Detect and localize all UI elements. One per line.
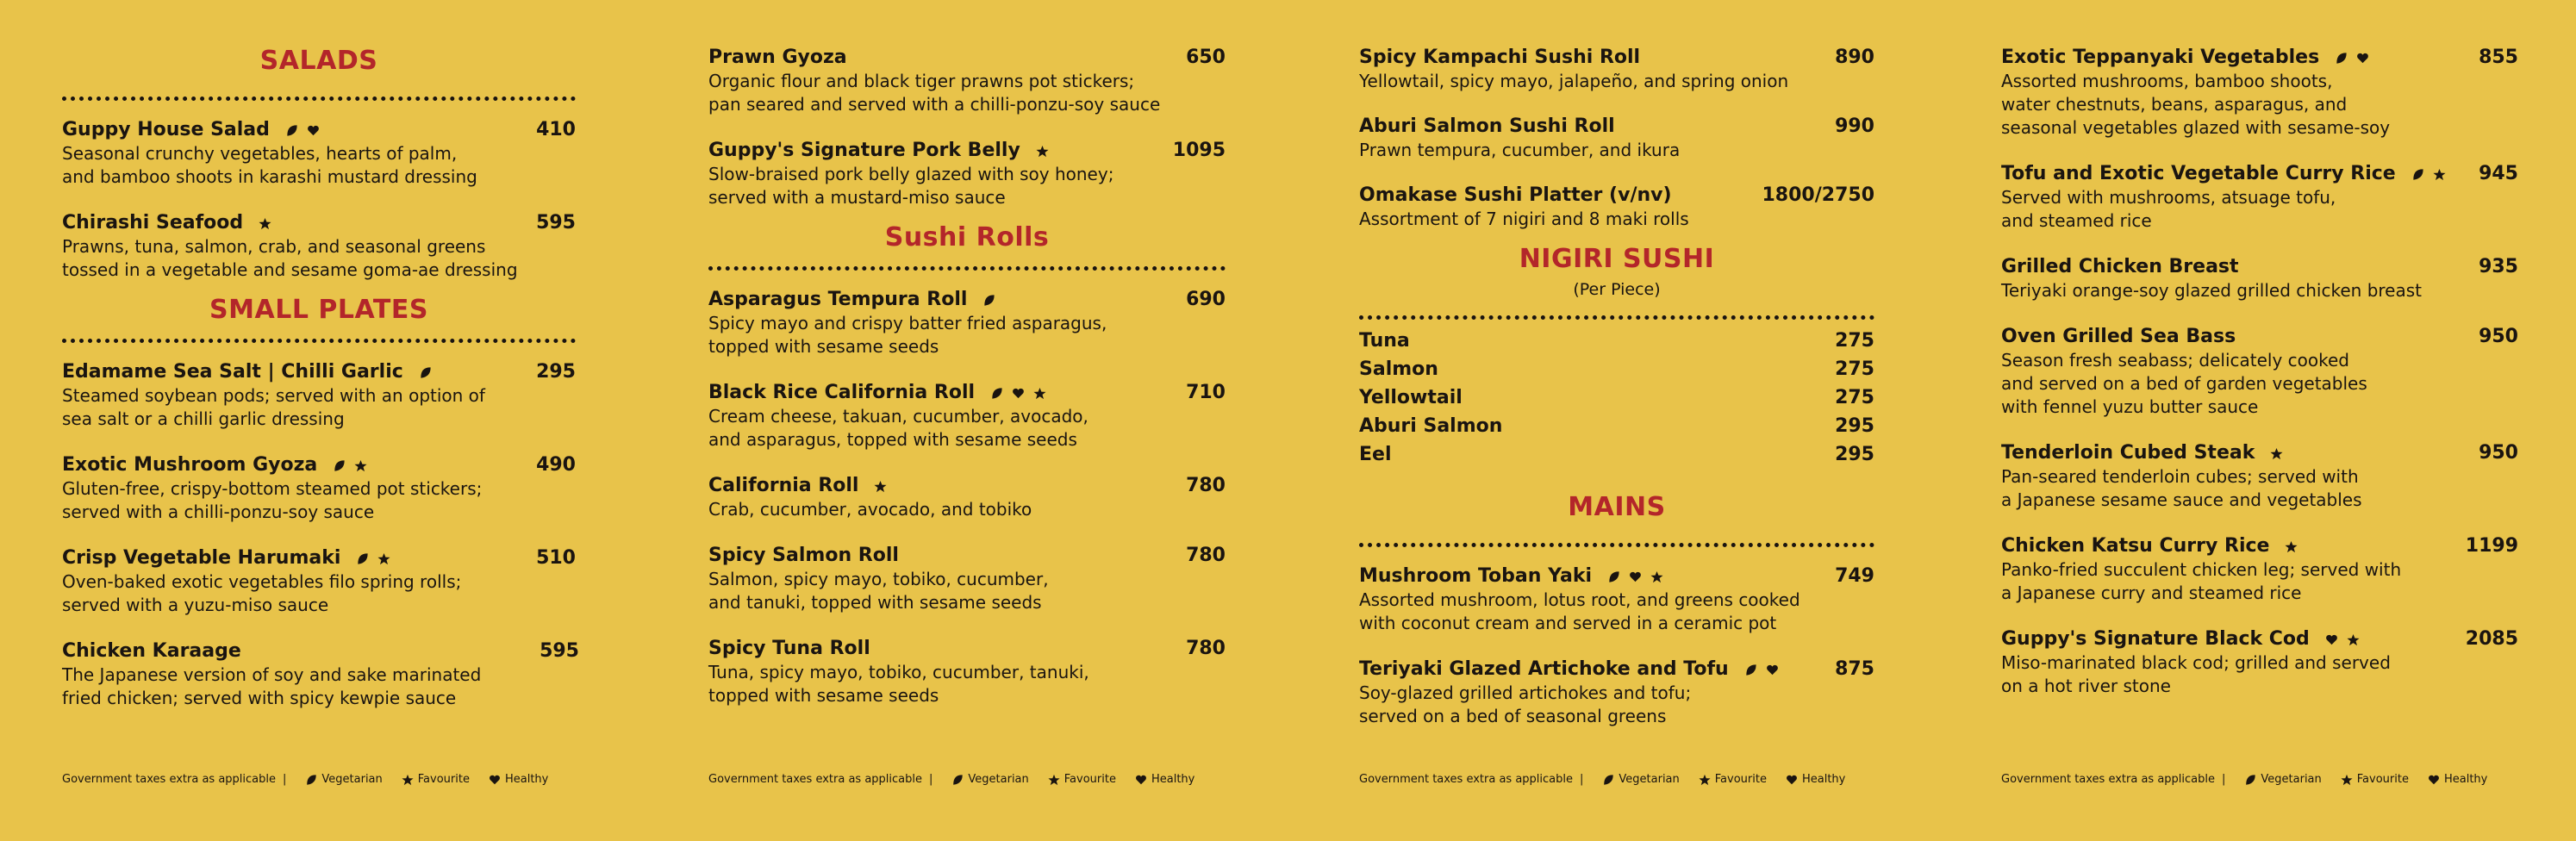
item-name: Yellowtail — [1359, 387, 1463, 408]
dotted-divider — [708, 266, 1226, 271]
vegetarian-icon — [1602, 774, 1614, 786]
favourite-icon — [2270, 447, 2283, 460]
vegetarian-icon — [2335, 52, 2348, 65]
item-description: Prawn tempura, cucumber, and ikura — [1359, 140, 1681, 160]
item-description: Season fresh seabass; delicately cooked and served on a bed of garden vegetables with fennel yuzu butter sauce — [2001, 350, 2367, 417]
item-description: Slow-braised pork belly glazed with soy honey; served with a mustard-miso sauce — [708, 164, 1114, 208]
menu-panel-3 — [1359, 0, 1876, 841]
menu-item — [62, 360, 576, 431]
salads-section — [62, 45, 579, 732]
tax-note: Government taxes extra as applicable — [708, 773, 923, 786]
item-description: Prawns, tuna, salmon, crab, and seasonal greens tossed in a vegetable and sesame goma-ae dressing — [62, 236, 518, 280]
vegetarian-icon — [1744, 663, 1757, 676]
item-price: 1199 — [2465, 535, 2518, 557]
item-description: Oven-baked exotic vegetables filo spring rolls; served with a yuzu-miso sauce — [62, 571, 462, 615]
healthy-icon — [489, 774, 501, 786]
healthy-icon — [1629, 570, 1642, 583]
menu-item — [1359, 657, 1874, 728]
legend-healthy: Healthy — [2443, 773, 2488, 786]
dotted-divider — [1359, 315, 1874, 320]
item-price: 595 — [536, 212, 576, 234]
separator: | — [283, 773, 287, 786]
menu-item — [2001, 162, 2518, 233]
menu-item — [62, 211, 576, 282]
legend-favourite: Favourite — [1063, 773, 1116, 786]
item-price: 749 — [1835, 565, 1874, 587]
menu-item — [708, 46, 1226, 116]
separator: | — [2222, 773, 2226, 786]
list-item — [1359, 440, 1874, 469]
vegetarian-icon — [2411, 168, 2424, 181]
item-name: Omakase Sushi Platter (v/nv) — [1359, 184, 1672, 206]
section-title-salads: SALADS — [259, 46, 378, 76]
item-price: 950 — [2479, 442, 2518, 464]
favourite-icon — [1048, 774, 1060, 786]
item-name: Guppy's Signature Pork Belly — [708, 140, 1020, 161]
item-price: 275 — [1835, 330, 1874, 352]
menu-item — [708, 381, 1226, 452]
item-price: 690 — [1186, 289, 1226, 310]
item-price: 490 — [536, 454, 576, 476]
item-name: Spicy Kampachi Sushi Roll — [1359, 47, 1641, 68]
item-description: Panko-fried succulent chicken leg; served with a Japanese curry and steamed rice — [2001, 559, 2402, 603]
tax-note: Government taxes extra as applicable — [62, 773, 277, 786]
item-name: Crisp Vegetable Harumaki — [62, 547, 341, 569]
separator: | — [929, 773, 933, 786]
item-description: Gluten-free, crispy-bottom steamed pot stickers; served with a chilli-ponzu-soy sauce — [62, 478, 483, 522]
item-price: 295 — [1835, 415, 1874, 437]
menu-panel-2 — [708, 0, 1226, 841]
favourite-icon — [2433, 168, 2446, 181]
item-name: California Roll — [708, 475, 859, 496]
favourite-icon — [2347, 633, 2360, 646]
item-name: Eel — [1359, 444, 1392, 465]
legend-vegetarian: Vegetarian — [2261, 773, 2322, 786]
item-price: 710 — [1186, 382, 1226, 403]
menu-item — [708, 544, 1226, 614]
item-price: 780 — [1186, 475, 1226, 496]
item-price: 945 — [2479, 163, 2518, 184]
menu-item — [1359, 184, 1874, 231]
item-price: 935 — [2479, 256, 2518, 277]
item-price: 295 — [536, 361, 576, 383]
menu-item — [62, 546, 576, 617]
vegetarian-icon — [285, 124, 298, 137]
item-description: Soy-glazed grilled artichokes and tofu; served on a bed of seasonal greens — [1359, 682, 1692, 726]
footer-legend — [708, 773, 1194, 786]
item-description: Assortment of 7 nigiri and 8 maki rolls — [1359, 209, 1689, 229]
item-description: Seasonal crunchy vegetables, hearts of palm, and bamboo shoots in karashi mustard dressing — [62, 143, 477, 187]
dotted-divider — [1359, 543, 1874, 547]
favourite-icon — [2341, 774, 2353, 786]
menu-item — [1359, 564, 1874, 635]
item-price: 875 — [1835, 658, 1874, 680]
section-title-mains: MAINS — [1568, 492, 1666, 522]
footer-legend — [62, 773, 548, 786]
item-name: Oven Grilled Sea Bass — [2001, 326, 2236, 347]
favourite-icon — [1650, 570, 1663, 583]
item-price: 510 — [536, 547, 576, 569]
favourite-icon — [377, 552, 390, 565]
section-title-nigiri-sushi: NIGIRI SUSHI — [1519, 244, 1715, 274]
legend-favourite: Favourite — [1714, 773, 1767, 786]
item-price: 1095 — [1172, 140, 1226, 161]
healthy-icon — [2325, 633, 2338, 646]
favourite-icon — [2285, 540, 2298, 553]
menu-item — [2001, 325, 2518, 419]
item-price: 595 — [540, 640, 579, 662]
section-title-sushi-rolls: Sushi Rolls — [884, 222, 1050, 252]
item-description: Assorted mushroom, lotus root, and greens cooked with coconut cream and served in a ceramic pot — [1359, 589, 1800, 633]
menu-item — [2001, 441, 2518, 512]
item-name: Tenderloin Cubed Steak — [2001, 442, 2255, 464]
item-name: Salmon — [1359, 358, 1438, 380]
legend-healthy: Healthy — [1801, 773, 1846, 786]
item-name: Spicy Tuna Roll — [708, 638, 870, 659]
favourite-icon — [354, 459, 367, 472]
favourite-icon — [1699, 774, 1711, 786]
healthy-icon — [2428, 774, 2440, 786]
favourite-icon — [1033, 387, 1046, 400]
item-name: Guppy House Salad — [62, 119, 270, 140]
legend-favourite: Favourite — [417, 773, 470, 786]
legend-vegetarian: Vegetarian — [321, 773, 383, 786]
section-subtitle-per-piece: (Per Piece) — [1573, 280, 1661, 299]
item-price: 950 — [2479, 326, 2518, 347]
legend-healthy: Healthy — [1151, 773, 1195, 786]
item-name: Grilled Chicken Breast — [2001, 256, 2239, 277]
item-price: 410 — [536, 119, 576, 140]
item-name: Exotic Teppanyaki Vegetables — [2001, 47, 2320, 68]
list-item — [1359, 412, 1874, 440]
footer-legend — [2001, 773, 2487, 786]
legend-favourite: Favourite — [2356, 773, 2409, 786]
list-item — [1359, 383, 1874, 412]
item-description: Steamed soybean pods; served with an option of sea salt or a chilli garlic dressing — [62, 385, 485, 429]
healthy-icon — [1786, 774, 1798, 786]
vegetarian-icon — [305, 774, 317, 786]
menu-item — [2001, 255, 2518, 302]
favourite-icon — [874, 480, 887, 493]
menu-item — [62, 118, 576, 189]
item-name: Black Rice California Roll — [708, 382, 976, 403]
item-name: Spicy Salmon Roll — [708, 545, 899, 566]
vegetarian-icon — [333, 459, 346, 472]
menu-panel-4 — [2001, 0, 2518, 841]
item-name: Tuna — [1359, 330, 1410, 352]
item-price: 650 — [1186, 47, 1226, 68]
list-item — [1359, 355, 1874, 383]
nigiri-list — [1359, 327, 1874, 469]
menu-item — [708, 637, 1226, 707]
item-price: 780 — [1186, 638, 1226, 659]
menu-item — [2001, 534, 2518, 605]
menu-item — [708, 474, 1226, 521]
item-name: Aburi Salmon Sushi Roll — [1359, 115, 1615, 137]
item-name: Mushroom Toban Yaki — [1359, 565, 1593, 587]
item-description: The Japanese version of soy and sake marinated fried chicken; served with spicy kewpie sauce — [62, 664, 482, 708]
favourite-icon — [259, 217, 271, 230]
vegetarian-icon — [990, 387, 1003, 400]
vegetarian-icon — [1607, 570, 1620, 583]
legend-vegetarian: Vegetarian — [1619, 773, 1680, 786]
legend-vegetarian: Vegetarian — [968, 773, 1029, 786]
tax-note: Government taxes extra as applicable — [2001, 773, 2216, 786]
healthy-icon — [1135, 774, 1147, 786]
item-name: Teriyaki Glazed Artichoke and Tofu — [1359, 658, 1729, 680]
item-description: Tuna, spicy mayo, tobiko, cucumber, tanuki, topped with sesame seeds — [708, 662, 1089, 706]
healthy-icon — [307, 124, 320, 137]
menu-item — [2001, 627, 2518, 698]
item-price: 780 — [1186, 545, 1226, 566]
item-price: 2085 — [2465, 628, 2518, 650]
item-price: 990 — [1835, 115, 1874, 137]
dotted-divider — [62, 339, 576, 343]
menu-item — [62, 639, 579, 710]
menu-item — [708, 139, 1226, 209]
menu-panel-1 — [62, 0, 579, 841]
footer-legend — [1359, 773, 1845, 786]
item-price: 275 — [1835, 358, 1874, 380]
item-description: Organic flour and black tiger prawns pot stickers; pan seared and served with a chilli-ponzu-soy sauce — [708, 71, 1161, 115]
item-name: Aburi Salmon — [1359, 415, 1503, 437]
item-name: Chicken Katsu Curry Rice — [2001, 535, 2270, 557]
item-description: Miso-marinated black cod; grilled and served on a hot river stone — [2001, 652, 2391, 696]
item-name: Exotic Mushroom Gyoza — [62, 454, 318, 476]
item-description: Spicy mayo and crispy batter fried asparagus, topped with sesame seeds — [708, 313, 1107, 357]
healthy-icon — [1012, 387, 1025, 400]
item-price: 295 — [1835, 444, 1874, 465]
healthy-icon — [2356, 52, 2369, 65]
menu-item — [2001, 46, 2518, 140]
item-price: 855 — [2479, 47, 2518, 68]
item-name: Prawn Gyoza — [708, 47, 847, 68]
list-item — [1359, 327, 1874, 355]
item-description: Pan-seared tenderloin cubes; served with a Japanese sesame sauce and vegetables — [2001, 466, 2362, 510]
item-description: Crab, cucumber, avocado, and tobiko — [708, 499, 1032, 520]
item-name: Edamame Sea Salt | Chilli Garlic — [62, 361, 403, 383]
vegetarian-icon — [419, 366, 432, 379]
healthy-icon — [1766, 663, 1779, 676]
item-name: Asparagus Tempura Roll — [708, 289, 968, 310]
menu-item — [708, 288, 1226, 358]
tax-note: Government taxes extra as applicable — [1359, 773, 1574, 786]
item-price: 890 — [1835, 47, 1874, 68]
favourite-icon — [402, 774, 414, 786]
item-name: Chirashi Seafood — [62, 212, 244, 234]
dotted-divider — [62, 97, 576, 101]
section-title-small-plates: SMALL PLATES — [209, 295, 428, 325]
favourite-icon — [1036, 145, 1049, 158]
menu-item — [1359, 46, 1874, 93]
legend-healthy: Healthy — [504, 773, 549, 786]
separator: | — [1580, 773, 1584, 786]
item-price: 1800/2750 — [1762, 184, 1874, 206]
vegetarian-icon — [356, 552, 369, 565]
vegetarian-icon — [982, 294, 995, 307]
item-description: Yellowtail, spicy mayo, jalapeño, and spring onion — [1359, 71, 1789, 91]
item-name: Chicken Karaage — [62, 640, 241, 662]
item-name: Guppy's Signature Black Cod — [2001, 628, 2310, 650]
item-description: Salmon, spicy mayo, tobiko, cucumber, and tanuki, topped with sesame seeds — [708, 569, 1049, 613]
menu-item — [62, 453, 576, 524]
item-description: Teriyaki orange-soy glazed grilled chicken breast — [2001, 280, 2422, 301]
vegetarian-icon — [2244, 774, 2256, 786]
item-price: 275 — [1835, 387, 1874, 408]
menu-item — [1359, 115, 1874, 162]
item-name: Tofu and Exotic Vegetable Curry Rice — [2001, 163, 2396, 184]
vegetarian-icon — [951, 774, 964, 786]
item-description: Served with mushrooms, atsuage tofu, and steamed rice — [2001, 187, 2336, 231]
item-description: Assorted mushrooms, bamboo shoots, water chestnuts, beans, asparagus, and seasonal vegetables glazed with sesame-soy — [2001, 71, 2391, 138]
item-description: Cream cheese, takuan, cucumber, avocado, and asparagus, topped with sesame seeds — [708, 406, 1088, 450]
